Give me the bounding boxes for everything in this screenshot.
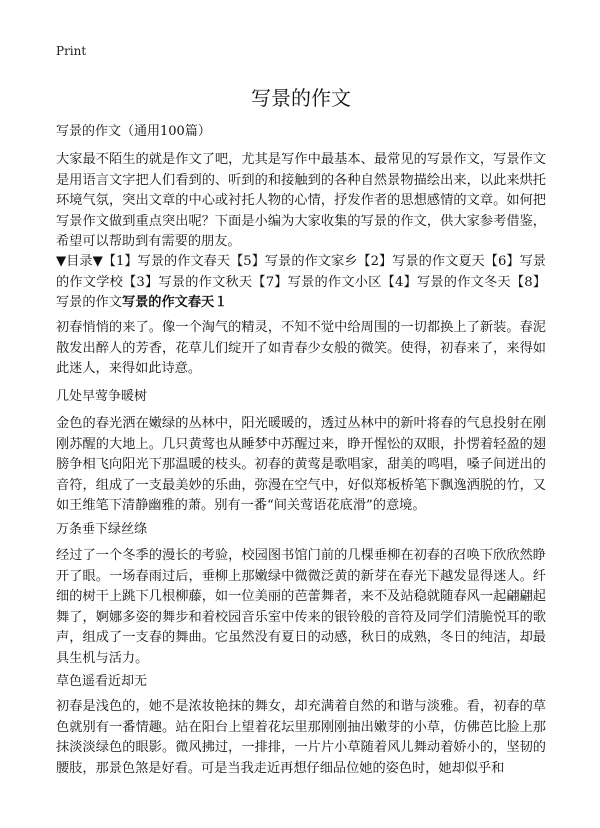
document-subtitle: 写景的作文（通用100篇） xyxy=(56,124,211,139)
toc-prefix: ▼目录▼ xyxy=(56,254,103,269)
toc-link-autumn[interactable]: 【3】写景的作文秋天 xyxy=(123,274,253,290)
subheading-3: 草色遥看近却无 xyxy=(56,674,148,689)
toc-link-winter[interactable]: 【4】写景的作文冬天 xyxy=(381,274,511,290)
paragraph-2: 金色的春光洒在嫩绿的丛林中，阳光暖暖的，透过丛林中的新叶将春的气息投射在刚刚苏醒的大地上。几只黄莺也从睡梦中苏醒过来，睁开惺忪的双眼，扑愣着轻盈的翅膀争相飞向阳光下那温暖的枝头。初春的黄莺是歌唱家，甜美的鸣唱，嗓子间迸出的音符，组成了一支最美妙的乐曲，弥漫在空气中，好似郑板桥笔下飘逸洒脱的竹，又如王维笔下清静幽雅的萧。别有一番“间关莺语花底滑”的意境。 xyxy=(56,416,546,513)
paragraph-4: 初春是浅色的，她不是浓妆艳抹的舞女，却充满着自然的和谐与淡雅。看，初春的草色就别有一番情趣。站在阳台上望着花坛里那刚刚抽出嫩芽的小草，仿佛芭比脸上那抹淡淡绿色的眼影。微风拂过，一排排，一片片小草随着风儿舞动着娇小的，坚韧的腰肢，那景色煞是好看。可是当我走近再想仔细品位她的姿色时，她却似乎和 xyxy=(56,699,546,776)
table-of-contents xyxy=(56,252,546,314)
toc-link-essay-8[interactable]: 【8】写景的作文 xyxy=(56,274,547,310)
print-link[interactable]: Print xyxy=(56,44,87,58)
subheading-2: 万条垂下绿丝绦 xyxy=(56,522,148,537)
paragraph-1: 初春悄悄的来了。像一个淘气的精灵，不知不觉中给周围的一切都换上了新装。春泥散发出醉人的芳香，花草儿们绽开了如青春少女般的微笑。使得，初春来了，来得如此迷人，来得如此诗意。 xyxy=(56,320,546,376)
intro-paragraph: 大家最不陌生的就是作文了吧，尤其是写作中最基本、最常见的写景作文，写景作文是用语言文字把人们看到的、听到的和接触到的各种自然景物描绘出来，以此来烘托环境气氛，突出文章的中心或衬托人物的心情，抒发作者的思想感情的文章。如何把写景作文做到重点突出呢？下面是小编为大家收集的写景的作文，供大家参考借鉴，希望可以帮助到有需要的朋友。 xyxy=(56,152,546,249)
subheading-1: 几处早莺争暖树 xyxy=(56,389,148,404)
toc-link-school[interactable]: 【6】写景的作文学校 xyxy=(56,254,546,290)
paragraph-3: 经过了一个冬季的漫长的考验，校园图书馆门前的几棵垂柳在初春的召唤下欣欣然睁开了眼。一场春雨过后，垂柳上那嫩绿中微微泛黄的新芽在春光下越发显得迷人。纤细的树干上跳下几根柳藤，如一位美丽的芭蕾舞者，来不及站稳就随春风一起翩翩起舞了，婀娜多姿的舞步和着校园音乐室中传来的银铃般的音符及同学们清脆悦耳的歌声，组成了一支春的舞曲。它虽然没有夏日的动感，秋日的成熟，冬日的纯洁，却最具生机与活力。 xyxy=(56,548,546,666)
toc-link-neighborhood[interactable]: 【7】写景的作文小区 xyxy=(252,274,382,290)
toc-link-spring[interactable]: 【1】写景的作文春天 xyxy=(102,254,231,269)
page-title: 写景的作文 xyxy=(251,86,351,110)
toc-link-hometown[interactable]: 【5】写景的作文家乡 xyxy=(230,254,358,269)
toc-link-summer[interactable]: 【2】写景的作文夏天 xyxy=(357,254,485,269)
section-heading-spring: 写景的作文春天１ xyxy=(121,295,228,310)
